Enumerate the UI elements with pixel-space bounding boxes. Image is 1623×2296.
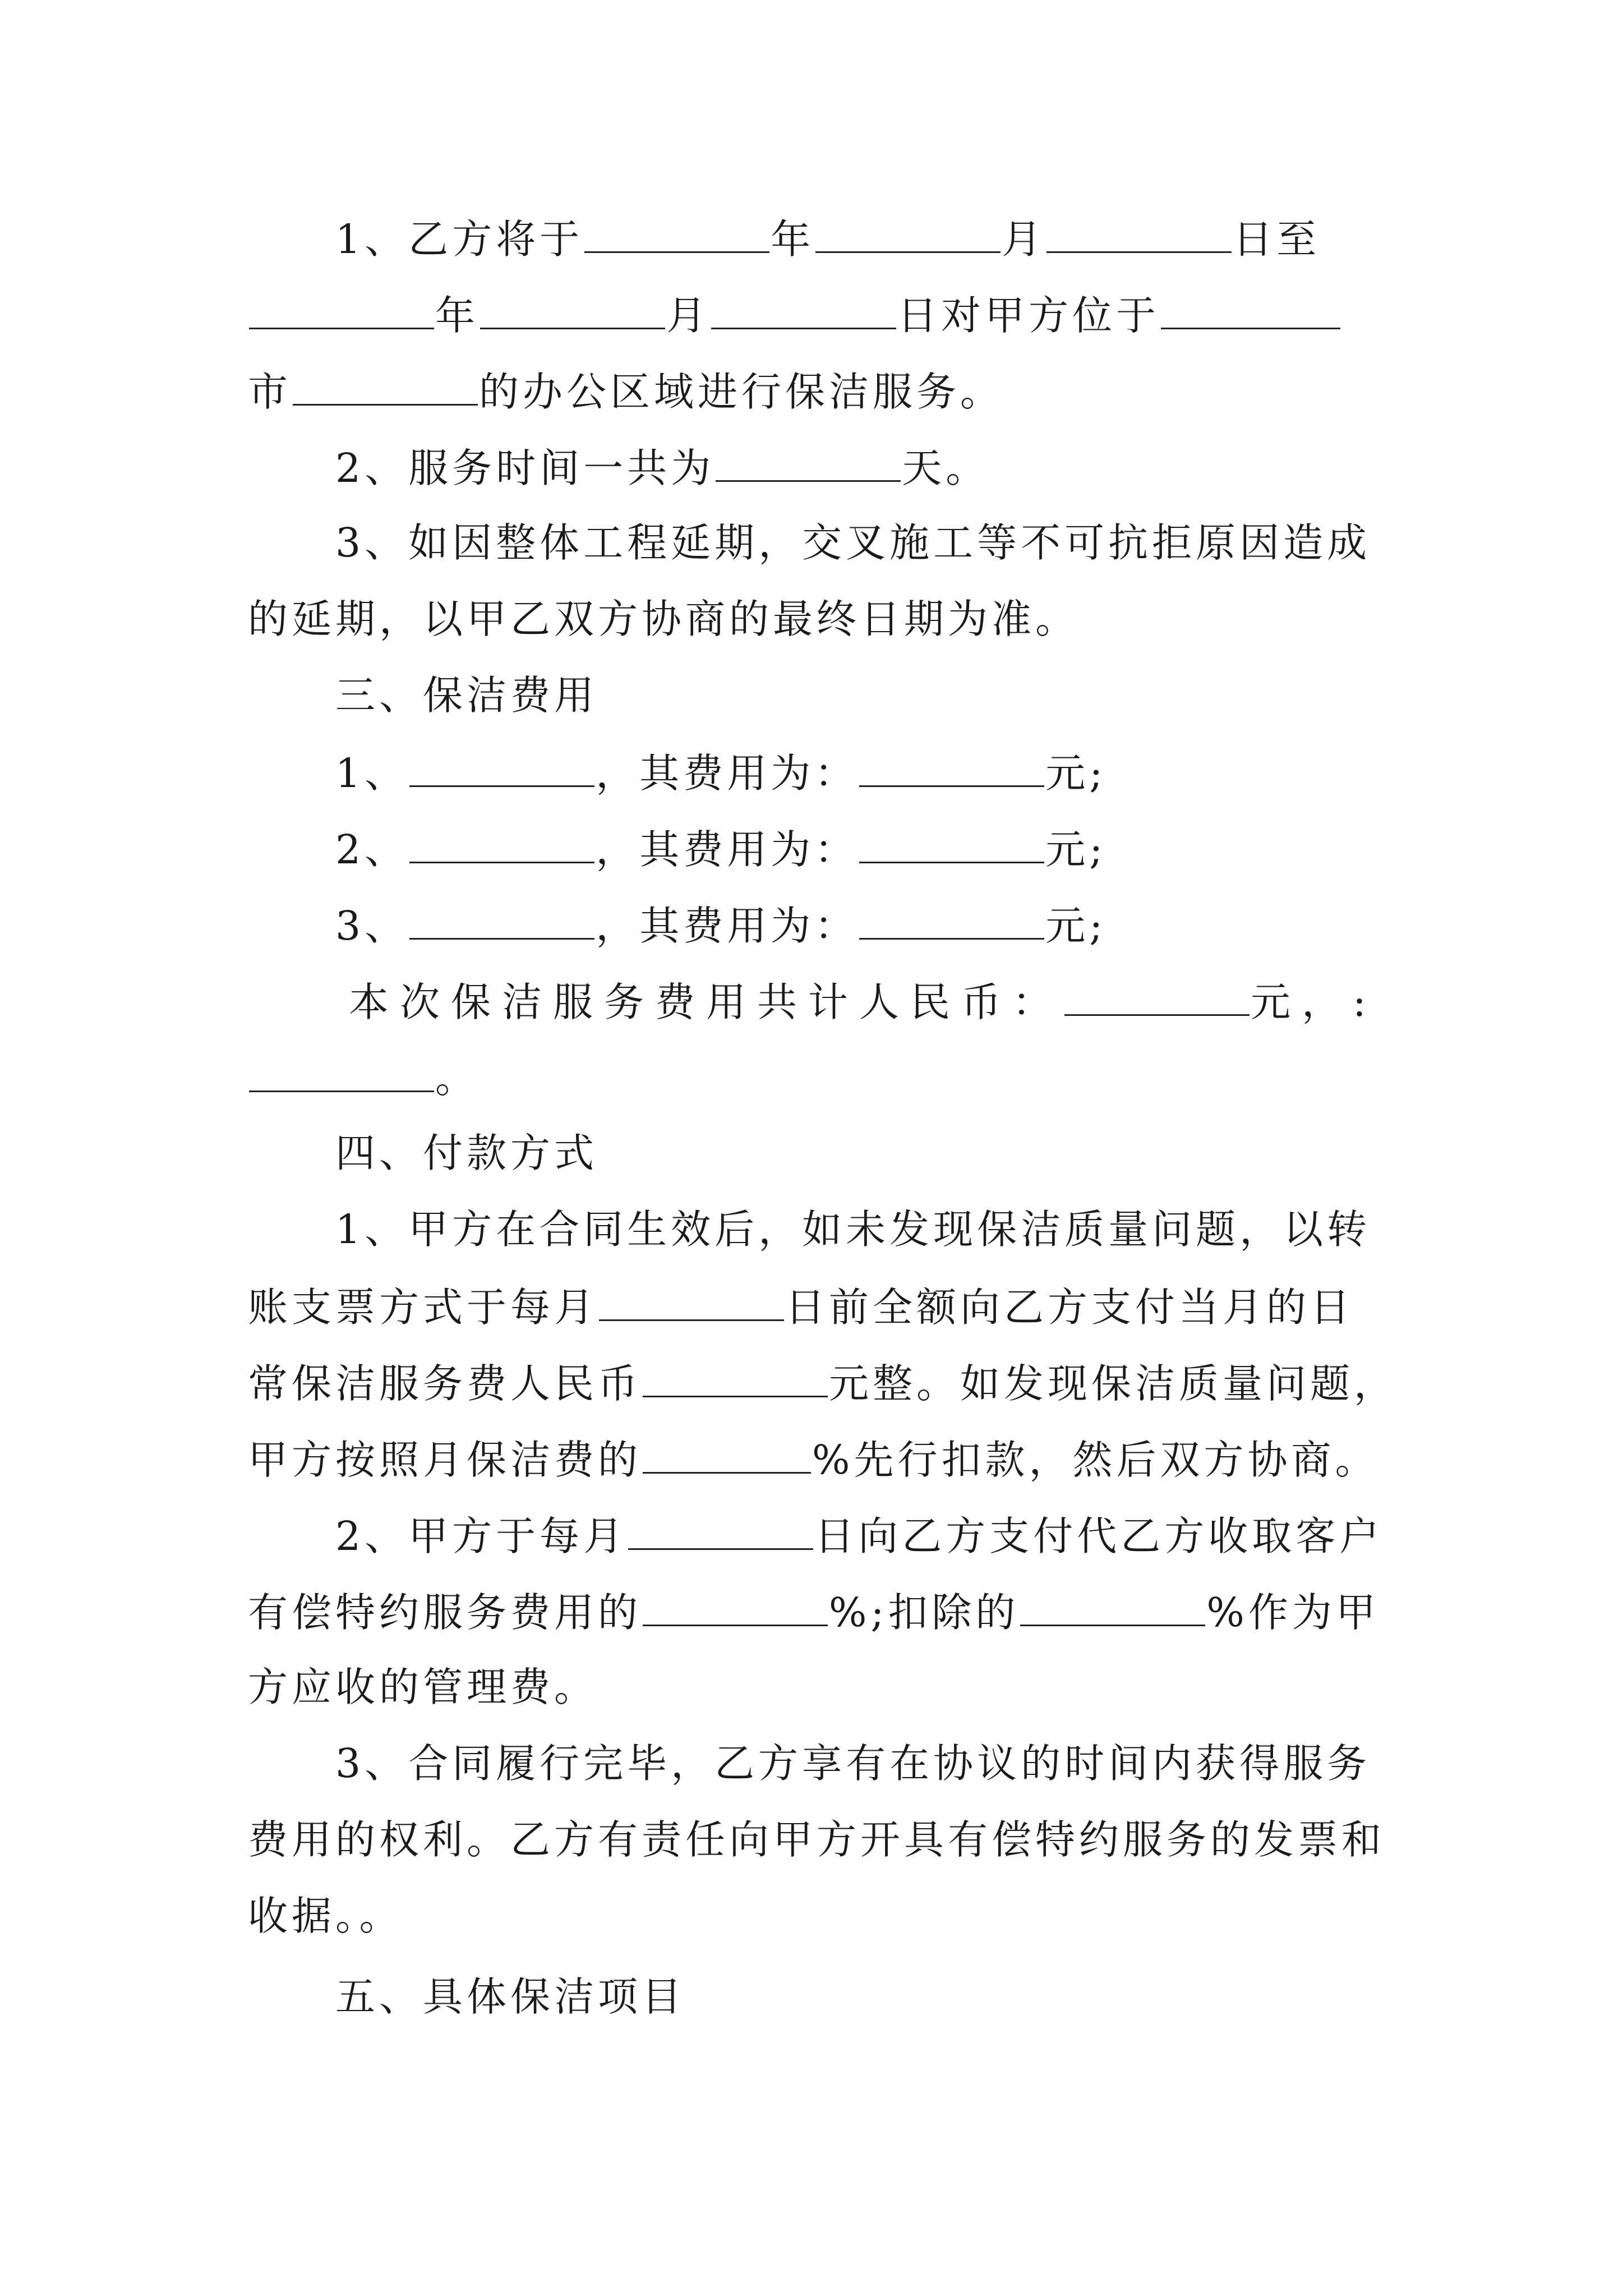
text-segment: 的办公区域进行保洁服务。 [479, 369, 1004, 415]
payment-item-2-line-2 [248, 1589, 1380, 1636]
text-segment: 甲方按照月保洁费的 [248, 1437, 642, 1483]
payment-item-1-line-2 [248, 1284, 1354, 1331]
text-segment: 日前全额向乙方支付当月的日 [785, 1284, 1354, 1331]
text-segment: 天。 [902, 445, 990, 491]
blank-location[interactable] [1161, 294, 1340, 329]
blank-end-month[interactable] [480, 294, 665, 329]
blank-start-day[interactable] [1046, 218, 1232, 253]
text-segment: %;扣除的 [829, 1589, 1020, 1636]
text-segment: 乙方将于 [408, 216, 584, 263]
payment-item-3-line-3: 收据。。 [248, 1893, 403, 1939]
fee-total-line-1 [349, 979, 1377, 1025]
item-number: 3、 [335, 903, 409, 949]
service-period-line-1 [335, 216, 1321, 263]
text-segment: 日向乙方支付代乙方收取客户 [814, 1513, 1384, 1559]
text-segment: 元; [1045, 903, 1107, 949]
delay-clause-line-2: 的延期，以甲乙双方协商的最终日期为准。 [248, 596, 1080, 642]
fee-item-3 [335, 903, 1107, 949]
blank-management-percent[interactable] [1020, 1591, 1205, 1626]
item-number: 1、 [335, 216, 409, 263]
text-segment: 日对甲方位于 [897, 292, 1160, 339]
payment-item-3-line-1: 3、合同履行完毕，乙方享有在协议的时间内获得服务 [335, 1740, 1371, 1787]
text-segment: 月 [1002, 216, 1046, 263]
text-segment: ，其费用为： [596, 750, 859, 797]
text-segment: 2、甲方于每月 [335, 1513, 628, 1559]
text-segment: 年 [771, 216, 815, 263]
fee-item-1 [335, 750, 1107, 797]
text-segment: 元; [1045, 750, 1107, 797]
item-number: 2、 [335, 445, 409, 491]
section-heading-payment: 四、付款方式 [335, 1130, 598, 1176]
blank-fee-item-1-name[interactable] [409, 752, 594, 787]
blank-start-month[interactable] [815, 218, 1000, 253]
blank-total-amount[interactable] [1064, 981, 1249, 1016]
text-segment: 元整。如发现保洁质量问题， [829, 1360, 1398, 1407]
payment-item-1-line-3 [248, 1360, 1398, 1407]
text-segment: 常保洁服务费人民币 [248, 1360, 642, 1407]
text-segment: 本次保洁服务费用共计人民币： [349, 979, 1064, 1025]
section-heading-cleaning-items: 五、具体保洁项目 [335, 1973, 686, 2020]
text-segment: 元; [1045, 826, 1107, 873]
payment-item-1-line-4 [248, 1437, 1379, 1483]
blank-fee-item-3-name[interactable] [409, 904, 594, 940]
blank-agency-percent[interactable] [643, 1591, 828, 1626]
text-segment: 年 [435, 292, 479, 339]
blank-city[interactable] [293, 370, 478, 406]
payment-item-2-line-1 [335, 1513, 1384, 1559]
fee-item-2 [335, 826, 1107, 873]
text-segment: 市 [248, 369, 292, 415]
text-segment: 有偿特约服务费用的 [248, 1589, 642, 1636]
blank-fee-item-2-amount[interactable] [859, 828, 1044, 863]
text-segment: ，其费用为： [596, 826, 859, 873]
blank-agency-pay-day[interactable] [628, 1515, 813, 1550]
payment-item-1-line-1: 1、甲方在合同生效后，如未发现保洁质量问题，以转 [335, 1206, 1371, 1253]
blank-fee-item-3-amount[interactable] [859, 904, 1044, 940]
blank-monthly-pay-day[interactable] [599, 1286, 784, 1321]
text-segment: 元，: [1251, 979, 1377, 1025]
blank-total-amount-uppercase[interactable] [249, 1057, 434, 1092]
item-number: 2、 [335, 826, 409, 873]
text-segment: 服务时间一共为 [408, 445, 715, 491]
delay-clause-line-1: 3、如因整体工程延期，交叉施工等不可抗拒原因造成 [335, 519, 1371, 566]
item-number: 1、 [335, 750, 409, 797]
blank-end-year[interactable] [249, 294, 434, 329]
fee-total-line-2 [248, 1055, 479, 1102]
text-segment: 月 [666, 292, 711, 339]
text-segment: ，其费用为： [596, 903, 859, 949]
text-segment: 。 [435, 1055, 479, 1102]
blank-fee-item-2-name[interactable] [409, 828, 594, 863]
service-period-line-3 [248, 369, 1004, 415]
text-segment: 账支票方式于每月 [248, 1284, 598, 1331]
blank-start-year[interactable] [584, 218, 769, 253]
blank-service-days[interactable] [716, 447, 901, 482]
blank-fee-item-1-amount[interactable] [859, 752, 1044, 787]
blank-monthly-fee[interactable] [643, 1362, 828, 1397]
service-duration-line [335, 445, 990, 491]
text-segment: %先行扣款，然后双方协商。 [812, 1437, 1379, 1483]
service-period-line-2 [248, 292, 1341, 339]
blank-deduction-percent[interactable] [643, 1438, 811, 1474]
text-segment: %作为甲 [1206, 1589, 1380, 1636]
payment-item-3-line-2: 费用的权利。乙方有责任向甲方开具有偿特约服务的发票和 [248, 1816, 1386, 1863]
blank-end-day[interactable] [711, 294, 896, 329]
text-segment: 日至 [1233, 216, 1321, 263]
payment-item-2-line-3: 方应收的管理费。 [248, 1664, 598, 1710]
section-heading-fees: 三、保洁费用 [335, 672, 598, 719]
